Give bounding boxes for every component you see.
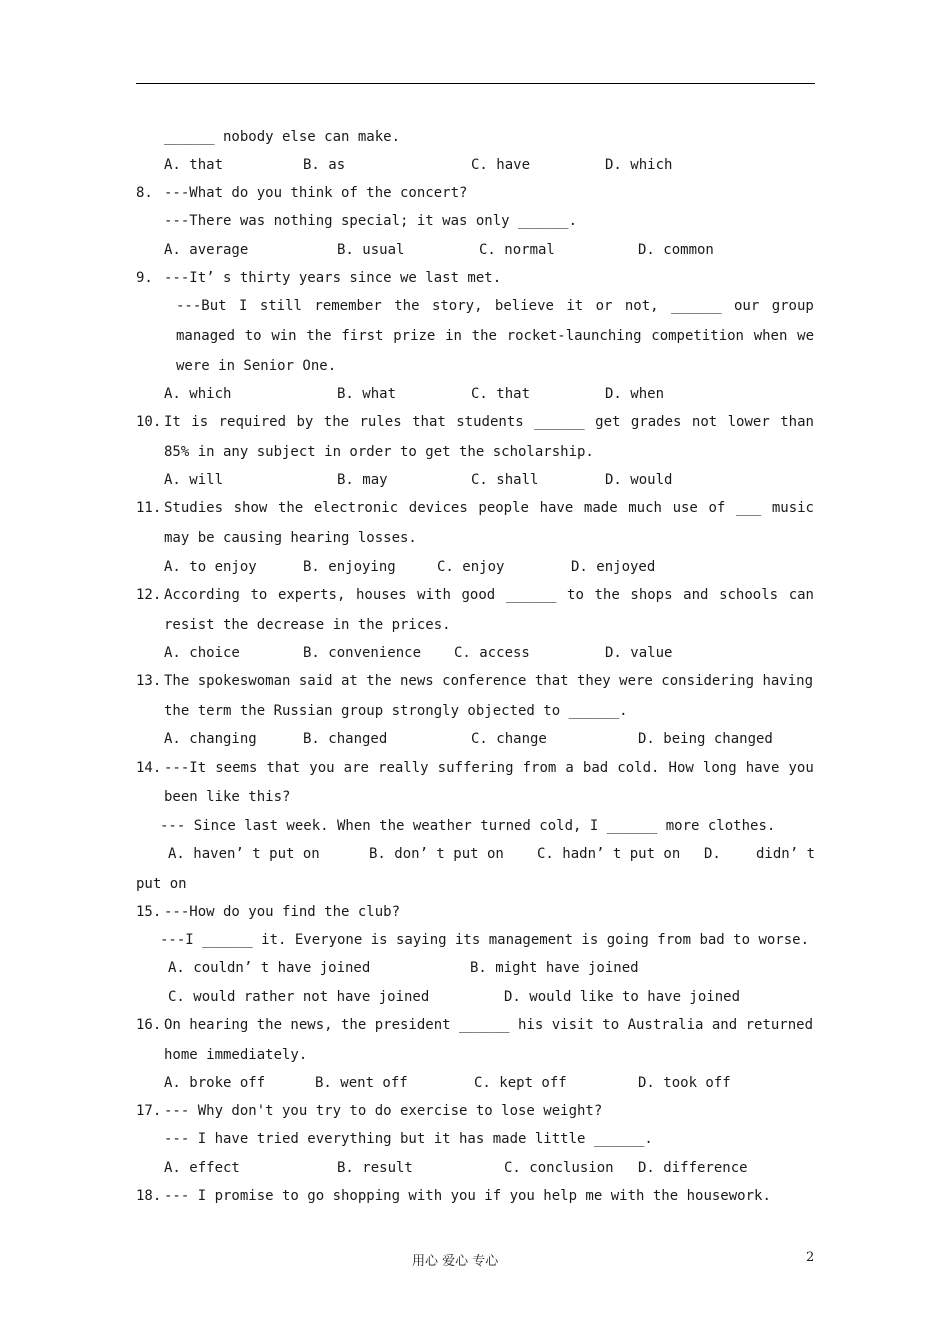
word: it (566, 298, 584, 314)
option-a: A. couldn’ t have joined (168, 960, 371, 976)
text-line: were in Senior One. (176, 358, 337, 374)
word: or (595, 298, 613, 314)
word: from (522, 760, 557, 776)
word: grades (630, 414, 682, 430)
word: still (259, 298, 302, 314)
word: have (745, 760, 780, 776)
option-a: A. average (164, 242, 249, 258)
word: of (708, 500, 726, 516)
word: rules (359, 414, 402, 430)
word: in (445, 328, 462, 344)
word: group (771, 298, 814, 314)
text-line: resist the decrease in the prices. (164, 617, 451, 633)
option-c: C. normal (479, 242, 555, 258)
word: you (309, 760, 335, 776)
word: people (478, 500, 529, 516)
option-a: A. to enjoy (164, 559, 257, 575)
option-c: C. that (471, 386, 531, 402)
text-line: put on (136, 876, 187, 892)
word: It (164, 414, 181, 430)
option-c: C. access (454, 645, 530, 661)
option-a: A. that (164, 157, 224, 173)
text-line (176, 297, 814, 315)
question-number: 12. (136, 587, 162, 603)
word: to (250, 587, 268, 603)
option-a: A. effect (164, 1160, 240, 1176)
option-c: C. have (471, 157, 531, 173)
option-b: B. result (337, 1160, 413, 1176)
option-d: D. would like to have joined (504, 989, 741, 1005)
question-number: 10. (136, 414, 162, 430)
word: win (271, 328, 297, 344)
word: bad (582, 760, 609, 776)
option-c: C. kept off (474, 1075, 567, 1091)
header-rule (136, 83, 815, 84)
word: lower (727, 414, 770, 430)
question-number: 18. (136, 1188, 162, 1204)
option-b: B. might have joined (470, 960, 639, 976)
text-line: --- Since last week. When the weather turned cold, I ______ more clothes. (160, 818, 776, 834)
word: the (323, 414, 350, 430)
word: with (417, 587, 451, 603)
word: cold. (617, 760, 660, 776)
question-text: ---How do you find the club? (164, 904, 401, 920)
option-b: B. usual (337, 242, 405, 258)
option-d: D. enjoyed (571, 559, 656, 575)
word: made (583, 500, 618, 516)
text-line: ______ nobody else can make. (164, 129, 401, 145)
word: electronic (313, 500, 399, 516)
question-text (164, 499, 814, 517)
option-c: C. hadn’ t put on (537, 846, 681, 862)
word: that (412, 414, 446, 430)
word: required (218, 414, 287, 430)
option-a: A. broke off (164, 1075, 266, 1091)
option-d-text: didn’ t (756, 846, 816, 862)
word: the (471, 328, 497, 344)
word: have (539, 500, 574, 516)
word: when (753, 328, 788, 344)
word: managed (176, 328, 236, 344)
option-b: B. convenience (303, 645, 422, 661)
word: schools (719, 587, 779, 603)
option-a: A. haven’ t put on (168, 846, 320, 862)
option-b: B. changed (303, 731, 388, 747)
question-number: 14. (136, 760, 162, 776)
option-d: D. (704, 846, 721, 862)
word: believe (494, 298, 554, 314)
word: and (683, 587, 709, 603)
word: the (594, 587, 620, 603)
word: use (672, 500, 698, 516)
question-number: 8. (136, 185, 153, 201)
option-d: D. when (605, 386, 665, 402)
word: not (691, 414, 718, 430)
option-a: A. which (164, 386, 232, 402)
option-a: A. changing (164, 731, 257, 747)
option-b: B. may (337, 472, 388, 488)
text-line (176, 327, 814, 345)
word: we (797, 328, 814, 344)
word: our (733, 298, 760, 314)
option-d: D. took off (638, 1075, 731, 1091)
word: show (233, 500, 268, 516)
word: that (266, 760, 301, 776)
text-line: the term the Russian group strongly objected to ______. (164, 703, 628, 719)
page-number: 2 (806, 1250, 815, 1265)
option-b: B. went off (315, 1075, 408, 1091)
question-number: 9. (136, 270, 153, 286)
word: good (461, 587, 496, 603)
word: not, (624, 298, 659, 314)
text-line: ---I ______ it. Everyone is saying its management is going from bad to worse. (160, 932, 810, 948)
option-c: C. shall (471, 472, 539, 488)
word: suffering (437, 760, 514, 776)
word: How (668, 760, 694, 776)
word: music (771, 500, 814, 516)
option-c: C. conclusion (504, 1160, 614, 1176)
option-c: C. enjoy (437, 559, 505, 575)
word: than (780, 414, 814, 430)
word: rocket-launching (506, 328, 642, 344)
word: a (565, 760, 574, 776)
question-text: --- I promise to go shopping with you if you help me with the housework. (164, 1188, 771, 1204)
text-line: ---There was nothing special; it was only ______. (164, 213, 578, 229)
question-text: ---It’ s thirty years since we last met. (164, 270, 502, 286)
word: the (394, 298, 420, 314)
option-d: D. being changed (638, 731, 773, 747)
question-number: 17. (136, 1103, 162, 1119)
text-line: may be causing hearing losses. (164, 530, 417, 546)
word: houses (355, 587, 407, 603)
word: ---It (164, 760, 207, 776)
question-text: ---What do you think of the concert? (164, 185, 468, 201)
word: devices (408, 500, 468, 516)
word: prize (393, 328, 436, 344)
word: the (277, 500, 304, 516)
option-d: D. value (605, 645, 673, 661)
word: you (788, 760, 814, 776)
text-line: 85% in any subject in order to get the scholarship. (164, 444, 594, 460)
question-number: 11. (136, 500, 162, 516)
word: seems (215, 760, 258, 776)
option-d: D. would (605, 472, 673, 488)
option-a: A. choice (164, 645, 240, 661)
word: remember (314, 298, 382, 314)
footer-motto: 用心 爱心 专心 (412, 1254, 499, 1269)
word: students (456, 414, 524, 430)
option-c: C. would rather not have joined (168, 989, 430, 1005)
word: ______ (671, 298, 722, 314)
word: really (378, 760, 429, 776)
question-text (164, 759, 814, 777)
question-text: The spokeswoman said at the news conference that they were considering having (164, 673, 814, 689)
word: first (341, 328, 384, 344)
option-d: D. which (605, 157, 673, 173)
word: is (191, 414, 209, 430)
word: the (306, 328, 332, 344)
word: much (628, 500, 662, 516)
question-text (164, 586, 814, 604)
word: Studies (164, 500, 224, 516)
option-c: C. change (471, 731, 547, 747)
word: shops (630, 587, 673, 603)
word: by (296, 414, 314, 430)
word: get (595, 414, 621, 430)
question-number: 15. (136, 904, 162, 920)
word: to (567, 587, 584, 603)
option-d: D. difference (638, 1160, 748, 1176)
word: can (788, 587, 814, 603)
option-d: D. common (638, 242, 714, 258)
question-text: On hearing the news, the president ______ his visit to Australia and returned (164, 1017, 814, 1033)
word: are (343, 760, 369, 776)
question-number: 16. (136, 1017, 162, 1033)
word: story, (431, 298, 483, 314)
word: to (244, 328, 262, 344)
text-line: been like this? (164, 789, 291, 805)
option-b: B. as (303, 157, 346, 173)
word: ___ (735, 500, 762, 516)
word: long (702, 760, 737, 776)
word: competition (651, 328, 744, 344)
option-a: A. will (164, 472, 224, 488)
option-b: B. what (337, 386, 397, 402)
word: I (238, 298, 248, 314)
word: ______ (505, 587, 557, 603)
word: experts, (277, 587, 346, 603)
word: According (164, 587, 240, 603)
word: ---But (176, 298, 227, 314)
question-text: --- Why don't you try to do exercise to lose weight? (164, 1103, 603, 1119)
text-line: home immediately. (164, 1047, 308, 1063)
question-number: 13. (136, 673, 162, 689)
word: ______ (534, 414, 585, 430)
option-b: B. don’ t put on (369, 846, 504, 862)
text-line: --- I have tried everything but it has made little ______. (164, 1131, 653, 1147)
question-text (164, 413, 814, 431)
option-b: B. enjoying (303, 559, 396, 575)
